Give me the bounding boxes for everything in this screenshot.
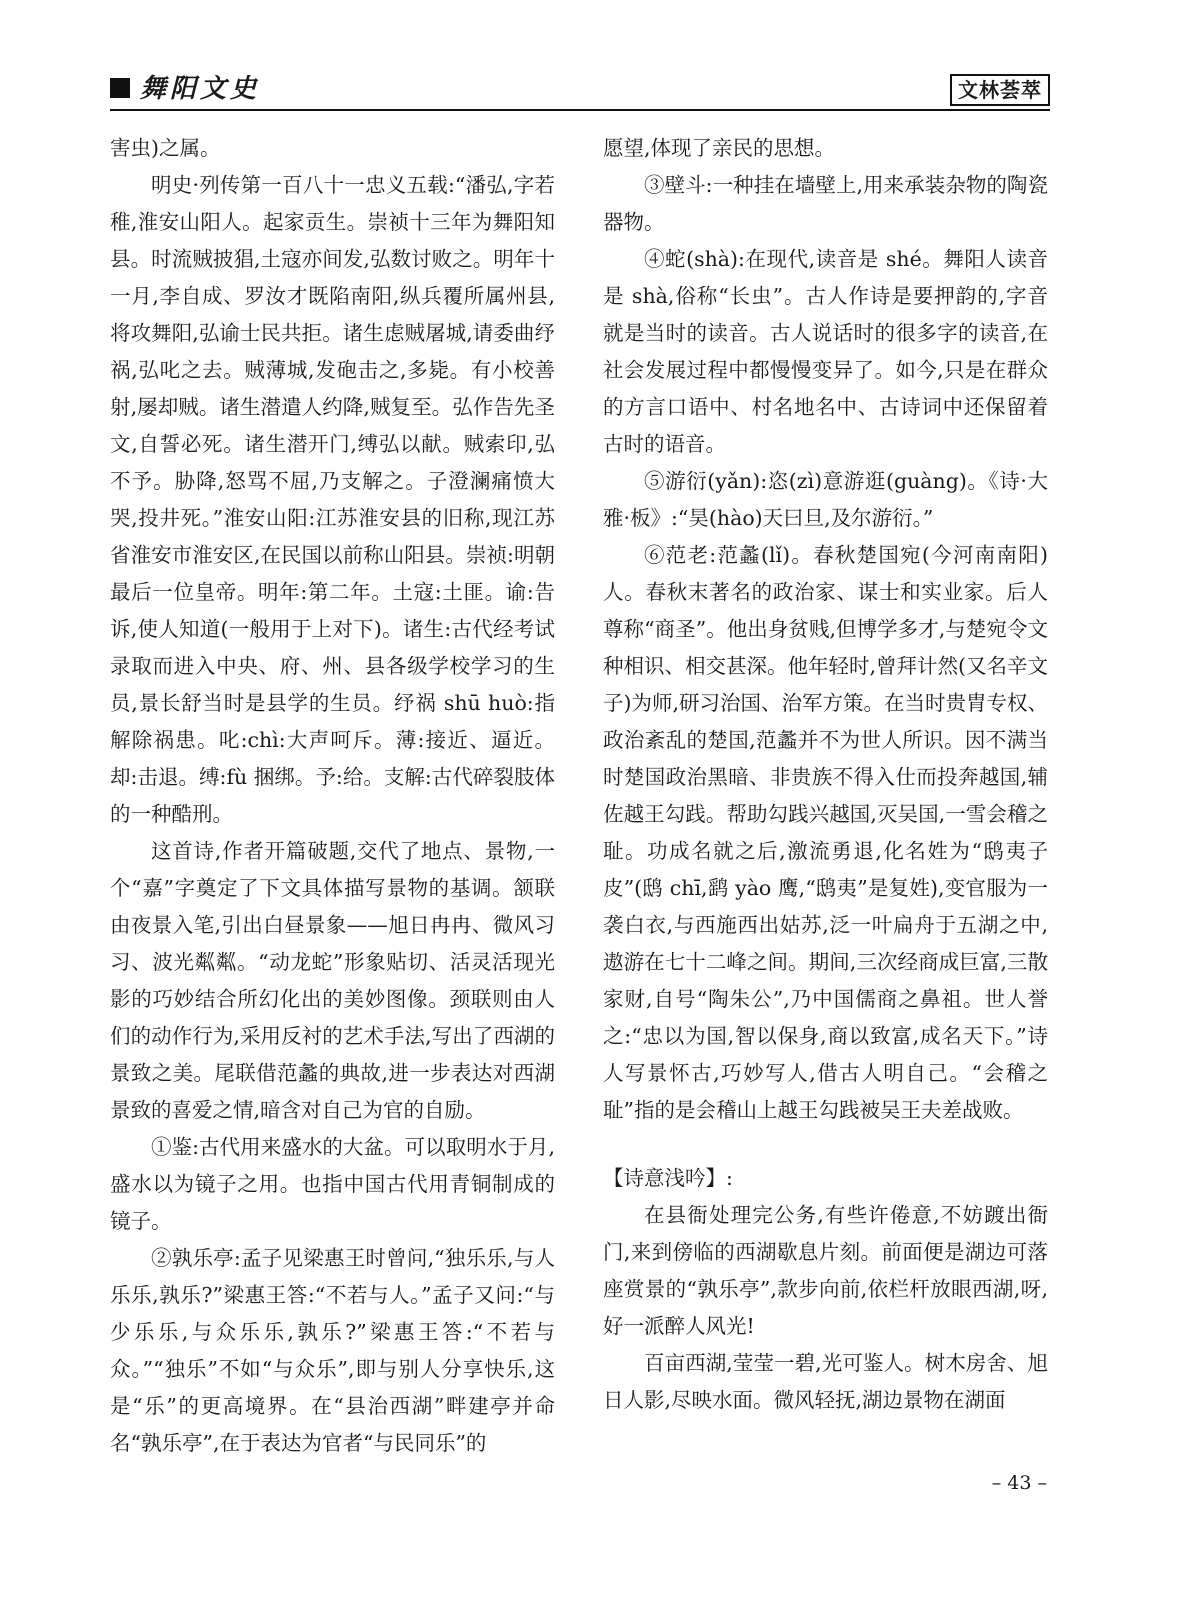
section-heading: 【诗意浅吟】: <box>603 1166 733 1190</box>
right-column <box>603 130 1048 1500</box>
section-paragraph-1: 在县衙处理完公务,有些许倦意,不妨踱出衙门,来到傍临的西湖歇息片刻。前面便是湖边可落座赏景的“孰乐亭”,款步向前,依栏杆放眼西湖,呀,好一派醉人风光! <box>603 1203 1048 1338</box>
header-square-mark <box>110 78 130 98</box>
journal-title: 舞阳文史 <box>140 74 261 104</box>
right-note-6: ⑥范老:范蠡(lǐ)。春秋楚国宛(今河南南阳)人。春秋末著名的政治家、谋士和实业家。后人尊称“商圣”。他出身贫贱,但博学多才,与楚宛令文种相识、相交甚深。他年轻时,曾拜计然(又名辛文子)为师,研习治国、治军方策。在当时贵胄专权、政治紊乱的楚国,范蠡并不为世人所识。因不满当时楚国政治黑暗、非贵族不得入仕而投奔越国,辅佐越王勾践。帮助勾践兴越国,灭吴国,一雪会稽之耻。功成名就之后,激流勇退,化名姓为“鸱夷子皮”(鸱 chī,鹞 yào 鹰,“鸱夷”是复姓),变官服为一袭白衣,与西施西出姑苏,泛一叶扁舟于五湖之中,遨游在七十二峰之间。期间,三次经商成巨富,三散家财,自号“陶朱公”,乃中国儒商之鼻祖。世人誉之:“忠以为国,智以保身,商以致富,成名天下。”诗人写景怀古,巧妙写人,借古人明自己。“会稽之耻”指的是会稽山上越王勾践被吴王夫差战败。 <box>603 543 1048 1122</box>
left-paragraph-2: 明史·列传第一百八十一忠义五载:“潘弘,字若稚,淮安山阳人。起家贡生。崇祯十三年为舞阳知县。时流贼披猖,土寇亦间发,弘数讨败之。明年十一月,李自成、罗汝才既陷南阳,纵兵覆所属州县,将攻舞阳,弘谕士民共拒。诸生虑贼屠城,请委曲纾祸,弘叱之去。贼薄城,发砲击之,多毙。有小校善射,屡却贼。诸生潜遣人约降,贼复至。弘作告先圣文,自誓必死。诸生潜开门,缚弘以献。贼索印,弘不予。胁降,怒骂不屈,乃支解之。子澄澜痛愤大哭,投井死。”淮安山阳:江苏淮安县的旧称,现江苏省淮安市淮安区,在民国以前称山阳县。崇祯:明朝最后一位皇帝。明年:第二年。土寇:土匪。谕:告诉,使人知道(一般用于上对下)。诸生:古代经考试录取而进入中央、府、州、县各级学校学习的生员,景长舒当时是县学的生员。纾祸 shū huò:指解除祸患。叱:chì:大声呵斥。薄:接近、逼近。却:击退。缚:fù 捆绑。予:给。支解:古代碎裂肢体的一种酷刑。 <box>110 173 555 826</box>
left-column <box>110 130 555 1500</box>
section-paragraph-2: 百亩西湖,莹莹一碧,光可鉴人。树木房舍、旭日人影,尽映水面。微风轻抚,湖边景物在湖面 <box>603 1351 1048 1412</box>
left-paragraph-1: 害虫)之属。 <box>110 136 221 160</box>
right-note-5: ⑤游衍(yǎn):恣(zì)意游逛(guàng)。《诗·大雅·板》:“昊(hào)天曰旦,及尔游衍。” <box>603 469 1048 530</box>
right-paragraph-1: 愿望,体现了亲民的思想。 <box>603 136 836 160</box>
left-paragraph-3: 这首诗,作者开篇破题,交代了地点、景物,一个“嘉”字奠定了下文具体描写景物的基调。颔联由夜景入笔,引出白昼景象——旭日冉冉、微风习习、波光粼粼。“动龙蛇”形象贴切、活灵活现光影的巧妙结合所幻化出的美妙图像。颈联则由人们的动作行为,采用反衬的艺术手法,写出了西湖的景致之美。尾联借范蠡的典故,进一步表达对西湖景致的喜爱之情,暗含对自己为官的自励。 <box>110 839 555 1122</box>
right-note-3: ③壁斗:一种挂在墙壁上,用来承装杂物的陶瓷器物。 <box>603 173 1048 234</box>
page-header <box>110 72 1050 108</box>
page-number: – 43 – <box>991 1472 1047 1494</box>
column-tag: 文林荟萃 <box>950 74 1050 106</box>
header-rule <box>110 109 1050 111</box>
left-note-2: ②孰乐亭:孟子见梁惠王时曾问,“独乐乐,与人乐乐,孰乐?”梁惠王答:“不若与人。”孟子又问:“与少乐乐,与众乐乐,孰乐?”梁惠王答:“不若与众。”“独乐”不如“与众乐”,即与别人分享快乐,这是“乐”的更高境界。在“县治西湖”畔建亭并命名“孰乐亭”,在于表达为官者“与民同乐”的 <box>110 1246 555 1455</box>
right-note-4: ④蛇(shà):在现代,读音是 shé。舞阳人读音是 shà,俗称“长虫”。古人作诗是要押韵的,字音就是当时的读音。古人说话时的很多字的读音,在社会发展过程中都慢慢变异了。如今,只是在群众的方言口语中、村名地名中、古诗词中还保留着古时的语音。 <box>603 247 1048 456</box>
left-note-1: ①鉴:古代用来盛水的大盆。可以取明水于月,盛水以为镜子之用。也指中国古代用青铜制成的镜子。 <box>110 1135 555 1233</box>
